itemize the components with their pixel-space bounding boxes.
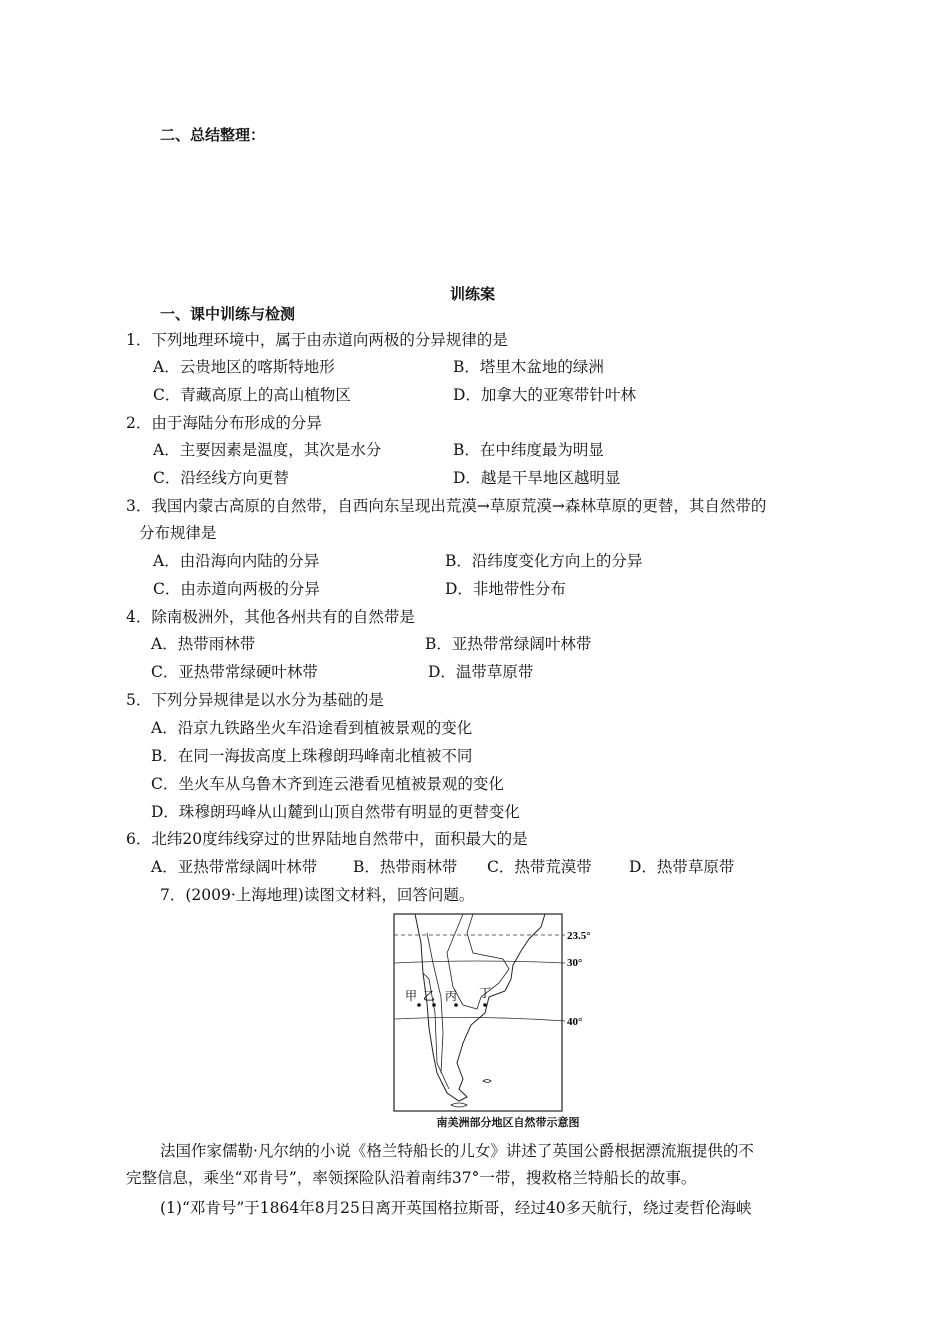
summary-heading: 二、总结整理： [160,126,266,144]
south-america-zones-map [393,913,623,1113]
section-heading: 一、课中训练与检测 [160,305,296,323]
point-bing [454,1003,458,1007]
q1-option-c: C．青藏高原上的高山植物区 [153,386,351,404]
question-2-stem: 2．由于海陆分布形成的分异 [126,414,322,432]
lat-label-23-5: 23.5° [567,930,591,942]
label-yi: 乙 [423,989,436,1003]
point-yi [432,1003,436,1007]
question-3-stem: 3．我国内蒙古高原的自然带，自西向东呈现出荒漠→草原荒漠→森林草原的更替，其自然带的 [126,497,767,515]
q6-option-c: C．热带荒漠带 [487,858,592,876]
lat-label-40: 40° [567,1016,583,1028]
q5-option-b: B．在同一海拔高度上珠穆朗玛峰南北植被不同 [151,747,473,765]
q2-option-a: A．主要因素是温度，其次是水分 [153,441,382,459]
q6-option-b: B．热带雨林带 [353,858,458,876]
map-frame [394,914,562,1111]
label-bing: 丙 [445,989,458,1003]
q4-option-b: B．亚热带常绿阔叶林带 [425,635,592,653]
question-3-stem-cont: 分布规律是 [139,524,217,542]
q3-option-b: B．沿纬度变化方向上的分异 [445,552,643,570]
q1-option-d: D．加拿大的亚寒带针叶林 [453,386,636,404]
q4-option-d: D．温带草原带 [428,663,534,681]
sub-question-1: (1)“邓肯号”于1864年8月25日离开英国格拉斯哥，经过40多天航行，绕过麦哲伦海峡 [160,1199,752,1217]
question-7-stem: 7．(2009·上海地理)读图文材料，回答问题。 [160,886,475,904]
q6-option-a: A．亚热带常绿阔叶林带 [151,858,318,876]
question-5-stem: 5．下列分异规律是以水分为基础的是 [126,691,384,709]
question-4-stem: 4．除南极洲外，其他各州共有的自然带是 [126,608,415,626]
q3-option-d: D．非地带性分布 [445,580,566,598]
q1-option-a: A．云贵地区的喀斯特地形 [153,358,335,376]
q2-option-b: B．在中纬度最为明显 [453,441,604,459]
training-title: 训练案 [450,285,496,303]
q5-option-a: A．沿京九铁路坐火车沿途看到植被景观的变化 [151,719,473,737]
q1-option-b: B．塔里木盆地的绿洲 [453,358,604,376]
q3-option-a: A．由沿海向内陆的分异 [153,552,320,570]
passage-line-1: 法国作家儒勒·凡尔纳的小说《格兰特船长的儿女》讲述了英国公爵根据漂流瓶提供的不 [160,1142,754,1160]
q6-option-d: D．热带草原带 [629,858,735,876]
q2-option-d: D．越是干旱地区越明显 [453,469,621,487]
point-jia [417,1003,421,1007]
point-ding [483,1003,487,1007]
q4-option-a: A．热带雨林带 [151,635,256,653]
q5-option-c: C．坐火车从乌鲁木齐到连云港看见植被景观的变化 [151,775,504,793]
lat-label-30: 30° [567,957,583,969]
q4-option-c: C．亚热带常绿硬叶林带 [151,663,318,681]
label-jia: 甲 [405,989,418,1003]
passage-line-2: 完整信息，乘坐“邓肯号”，率领探险队沿着南纬37°一带，搜救格兰特船长的故事。 [126,1169,697,1187]
q5-option-d: D．珠穆朗玛峰从山麓到山顶自然带有明显的更替变化 [151,803,520,821]
q3-option-c: C．由赤道向两极的分异 [153,580,320,598]
question-1-stem: 1．下列地理环境中，属于由赤道向两极的分异规律的是 [126,331,508,349]
question-6-stem: 6．北纬20度纬线穿过的世界陆地自然带中，面积最大的是 [126,830,528,848]
q2-option-c: C．沿经线方向更替 [153,469,289,487]
map-caption: 南美洲部分地区自然带示意图 [436,1116,580,1129]
label-ding: 丁 [479,986,492,1000]
